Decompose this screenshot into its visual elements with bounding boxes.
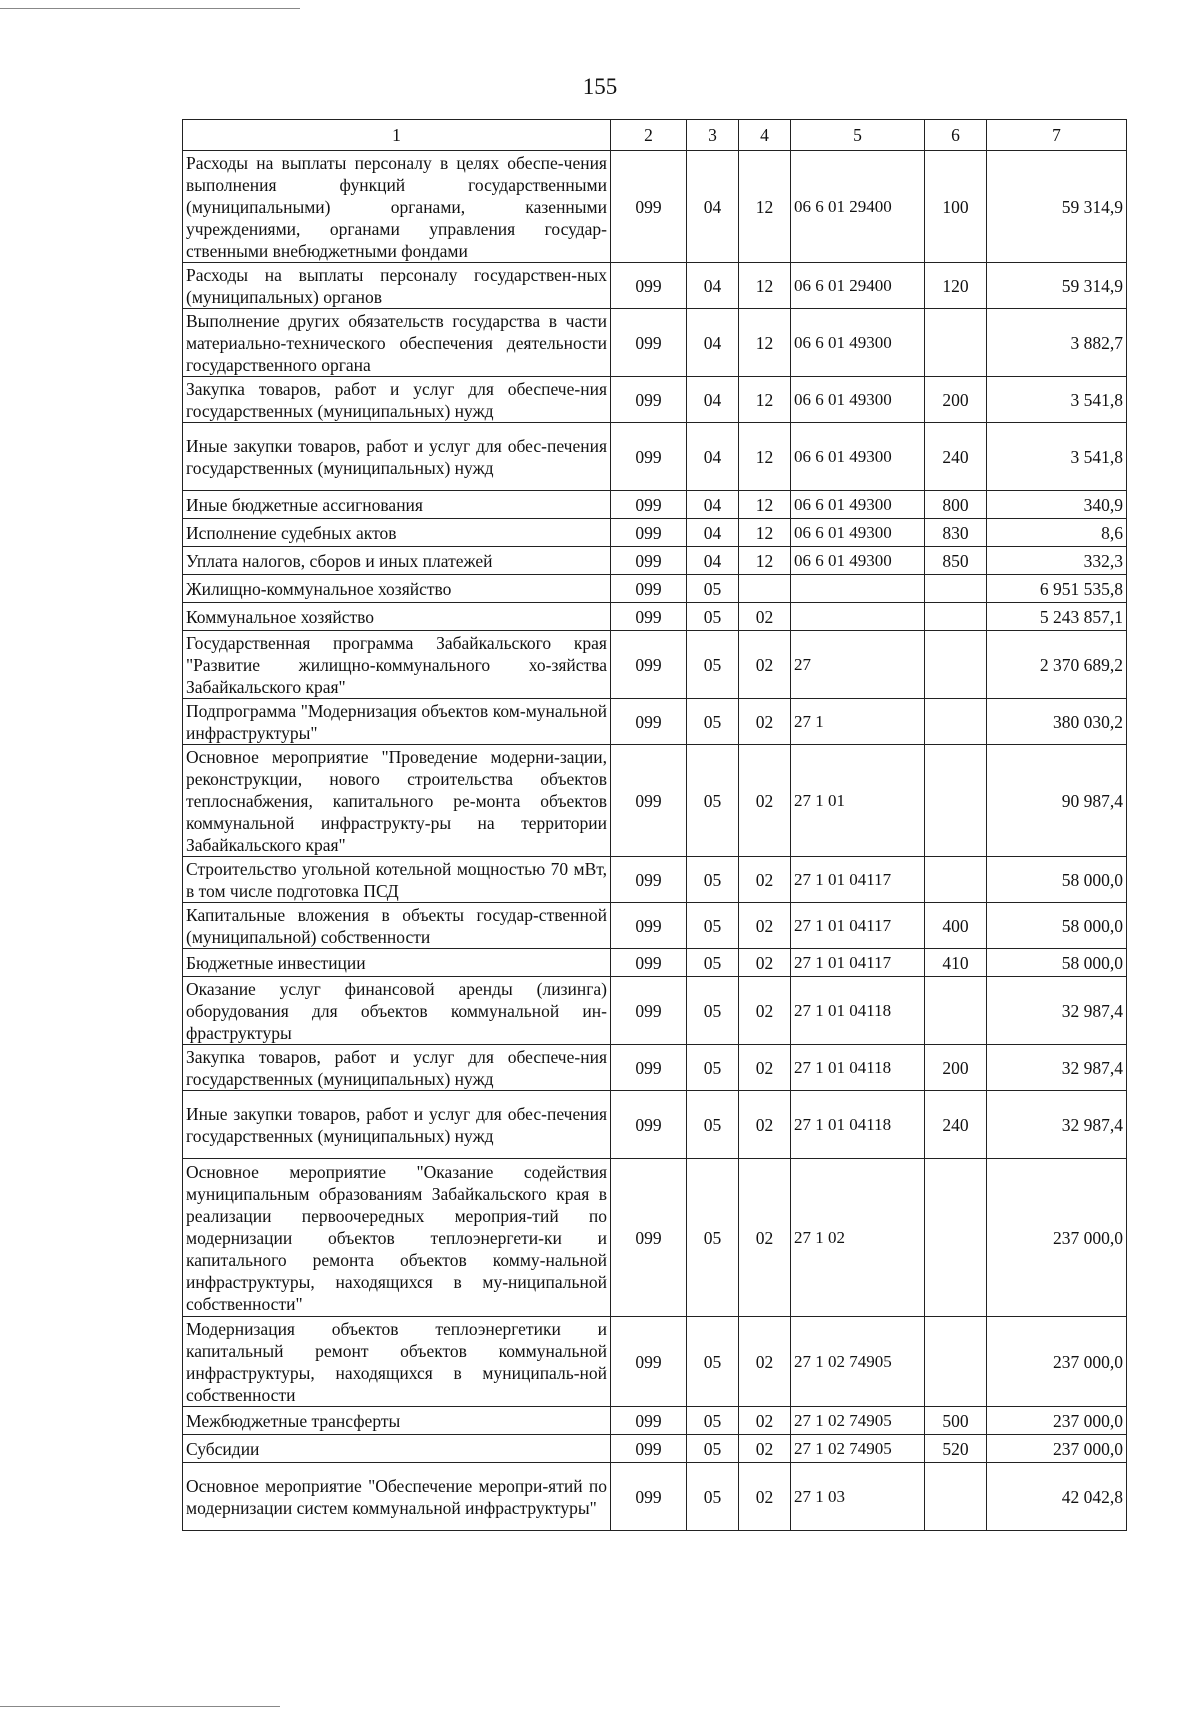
row-section: 04 (687, 519, 739, 547)
table-row (183, 603, 1127, 631)
row-section: 05 (687, 603, 739, 631)
table-row (183, 699, 1127, 745)
row-expense-type (925, 575, 987, 603)
row-admin-code: 099 (611, 519, 687, 547)
row-admin-code: 099 (611, 857, 687, 903)
row-section: 05 (687, 631, 739, 699)
row-expense-type: 240 (925, 423, 987, 491)
row-subsection: 02 (739, 903, 791, 949)
row-target-article: 27 1 01 04118 (791, 1045, 925, 1091)
row-expense-type (925, 1159, 987, 1317)
row-target-article: 06 6 01 29400 (791, 263, 925, 309)
page-number: 155 (582, 74, 618, 99)
row-amount: 5 243 857,1 (987, 603, 1127, 631)
row-subsection: 02 (739, 1317, 791, 1407)
row-target-article: 27 1 (791, 699, 925, 745)
row-admin-code: 099 (611, 745, 687, 857)
row-admin-code: 099 (611, 547, 687, 575)
row-subsection: 12 (739, 491, 791, 519)
row-admin-code: 099 (611, 1463, 687, 1531)
row-name: Основное мероприятие "Оказание содействия муниципальным образованиям Забайкальского края в реализации первоочередных мероприя-тий по модернизации объектов теплоэнергети-ки и капитального ремонта объектов комму-нальной инфраструктуры, находящихся в му-ниципальной собственности" (183, 1159, 611, 1317)
column-header-3: 3 (687, 120, 739, 151)
row-admin-code: 099 (611, 903, 687, 949)
row-admin-code: 099 (611, 1435, 687, 1463)
row-expense-type (925, 631, 987, 699)
row-name: Государственная программа Забайкальского края "Развитие жилищно-коммунального хо-зяйства Забайкальского края" (183, 631, 611, 699)
row-amount: 237 000,0 (987, 1407, 1127, 1435)
table-row (183, 631, 1127, 699)
row-target-article: 06 6 01 49300 (791, 519, 925, 547)
row-name: Капитальные вложения в объекты государ-ственной (муниципальной) собственности (183, 903, 611, 949)
row-subsection: 02 (739, 745, 791, 857)
table-row (183, 491, 1127, 519)
row-expense-type: 800 (925, 491, 987, 519)
row-name: Расходы на выплаты персоналу государствен-ных (муниципальных) органов (183, 263, 611, 309)
row-amount: 2 370 689,2 (987, 631, 1127, 699)
row-expense-type: 850 (925, 547, 987, 575)
row-name: Межбюджетные трансферты (183, 1407, 611, 1435)
row-amount: 32 987,4 (987, 1091, 1127, 1159)
row-name: Иные закупки товаров, работ и услуг для обес-печения государственных (муниципальных) нужд (183, 1091, 611, 1159)
row-name: Основное мероприятие "Обеспечение меропри-ятий по модернизации систем коммунальной инфраструктуры" (183, 1463, 611, 1531)
row-target-article: 06 6 01 49300 (791, 377, 925, 423)
row-subsection: 02 (739, 1435, 791, 1463)
row-expense-type (925, 309, 987, 377)
table-row (183, 1407, 1127, 1435)
row-name: Бюджетные инвестиции (183, 949, 611, 977)
row-subsection: 02 (739, 1091, 791, 1159)
row-target-article: 06 6 01 49300 (791, 547, 925, 575)
row-subsection: 02 (739, 1407, 791, 1435)
table-row (183, 977, 1127, 1045)
table-row (183, 1435, 1127, 1463)
row-admin-code: 099 (611, 263, 687, 309)
table-row (183, 903, 1127, 949)
row-admin-code: 099 (611, 491, 687, 519)
row-section: 05 (687, 1463, 739, 1531)
row-name: Закупка товаров, работ и услуг для обеспече-ния государственных (муниципальных) нужд (183, 1045, 611, 1091)
row-expense-type: 520 (925, 1435, 987, 1463)
row-amount: 3 541,8 (987, 377, 1127, 423)
row-section: 05 (687, 903, 739, 949)
row-expense-type: 100 (925, 151, 987, 263)
row-subsection: 02 (739, 857, 791, 903)
row-expense-type (925, 1463, 987, 1531)
row-section: 04 (687, 547, 739, 575)
row-admin-code: 099 (611, 575, 687, 603)
row-section: 05 (687, 857, 739, 903)
row-name: Подпрограмма "Модернизация объектов ком-мунальной инфраструктуры" (183, 699, 611, 745)
row-section: 04 (687, 377, 739, 423)
row-target-article: 06 6 01 49300 (791, 423, 925, 491)
row-amount: 58 000,0 (987, 903, 1127, 949)
row-section: 05 (687, 699, 739, 745)
row-name: Коммунальное хозяйство (183, 603, 611, 631)
row-expense-type: 830 (925, 519, 987, 547)
row-admin-code: 099 (611, 1317, 687, 1407)
row-subsection: 02 (739, 977, 791, 1045)
column-header-7: 7 (987, 120, 1127, 151)
table-row (183, 1463, 1127, 1531)
header-row (183, 120, 1127, 151)
row-amount: 3 541,8 (987, 423, 1127, 491)
table-row (183, 263, 1127, 309)
row-subsection (739, 575, 791, 603)
row-section: 05 (687, 1407, 739, 1435)
budget-table (182, 119, 1127, 1531)
table-row (183, 857, 1127, 903)
table-row (183, 309, 1127, 377)
table-row (183, 547, 1127, 575)
row-subsection: 12 (739, 151, 791, 263)
row-admin-code: 099 (611, 309, 687, 377)
row-amount: 59 314,9 (987, 263, 1127, 309)
row-amount: 8,6 (987, 519, 1127, 547)
row-amount: 90 987,4 (987, 745, 1127, 857)
row-target-article: 27 1 02 (791, 1159, 925, 1317)
column-header-1: 1 (183, 120, 611, 151)
row-target-article: 27 1 02 74905 (791, 1317, 925, 1407)
row-expense-type: 200 (925, 377, 987, 423)
row-amount: 237 000,0 (987, 1159, 1127, 1317)
row-target-article: 27 1 01 04118 (791, 977, 925, 1045)
row-subsection: 02 (739, 949, 791, 977)
row-amount: 237 000,0 (987, 1435, 1127, 1463)
row-target-article: 27 1 01 04118 (791, 1091, 925, 1159)
row-amount: 58 000,0 (987, 857, 1127, 903)
table-row (183, 949, 1127, 977)
row-expense-type (925, 699, 987, 745)
row-name: Основное мероприятие "Проведение модерни-зации, реконструкции, нового строительства объектов теплоснабжения, капитального ре-монта объектов коммунальной инфраструкту-ры на территории Забайкальского края" (183, 745, 611, 857)
row-section: 05 (687, 977, 739, 1045)
row-subsection: 02 (739, 1045, 791, 1091)
row-admin-code: 099 (611, 151, 687, 263)
row-target-article: 27 1 02 74905 (791, 1407, 925, 1435)
row-name: Выполнение других обязательств государства в части материально-технического обеспечения деятельности государственного органа (183, 309, 611, 377)
row-amount: 237 000,0 (987, 1317, 1127, 1407)
row-target-article: 27 1 01 04117 (791, 857, 925, 903)
row-amount: 332,3 (987, 547, 1127, 575)
row-amount: 380 030,2 (987, 699, 1127, 745)
row-name: Уплата налогов, сборов и иных платежей (183, 547, 611, 575)
row-admin-code: 099 (611, 377, 687, 423)
row-subsection: 12 (739, 263, 791, 309)
row-name: Закупка товаров, работ и услуг для обеспече-ния государственных (муниципальных) нужд (183, 377, 611, 423)
row-section: 04 (687, 151, 739, 263)
row-subsection: 12 (739, 423, 791, 491)
table-row (183, 1317, 1127, 1407)
column-header-2: 2 (611, 120, 687, 151)
row-subsection: 12 (739, 377, 791, 423)
row-admin-code: 099 (611, 1407, 687, 1435)
row-name: Иные закупки товаров, работ и услуг для обес-печения государственных (муниципальных) нужд (183, 423, 611, 491)
row-subsection: 12 (739, 547, 791, 575)
row-section: 04 (687, 491, 739, 519)
row-subsection: 12 (739, 309, 791, 377)
row-admin-code: 099 (611, 423, 687, 491)
row-target-article: 27 1 03 (791, 1463, 925, 1531)
row-target-article (791, 575, 925, 603)
row-expense-type (925, 745, 987, 857)
table-body (183, 151, 1127, 1531)
row-expense-type: 400 (925, 903, 987, 949)
row-name: Исполнение судебных актов (183, 519, 611, 547)
row-admin-code: 099 (611, 977, 687, 1045)
row-subsection: 02 (739, 631, 791, 699)
row-target-article: 27 1 01 (791, 745, 925, 857)
row-amount: 59 314,9 (987, 151, 1127, 263)
row-expense-type (925, 857, 987, 903)
row-amount: 58 000,0 (987, 949, 1127, 977)
table-row (183, 423, 1127, 491)
row-admin-code: 099 (611, 699, 687, 745)
column-header-4: 4 (739, 120, 791, 151)
row-target-article: 27 1 01 04117 (791, 949, 925, 977)
row-name: Расходы на выплаты персоналу в целях обеспе-чения выполнения функций государственными (муниципальными) органами, казенными учреждениями, органами управления государ-ственными внебюджетными фондами (183, 151, 611, 263)
row-expense-type (925, 1317, 987, 1407)
row-section: 04 (687, 423, 739, 491)
row-subsection: 12 (739, 519, 791, 547)
row-amount: 42 042,8 (987, 1463, 1127, 1531)
row-name: Строительство угольной котельной мощностью 70 мВт, в том числе подготовка ПСД (183, 857, 611, 903)
row-amount: 340,9 (987, 491, 1127, 519)
row-section: 05 (687, 1159, 739, 1317)
row-target-article: 27 1 02 74905 (791, 1435, 925, 1463)
row-admin-code: 099 (611, 1159, 687, 1317)
row-amount: 3 882,7 (987, 309, 1127, 377)
row-name: Жилищно-коммунальное хозяйство (183, 575, 611, 603)
row-expense-type: 120 (925, 263, 987, 309)
row-target-article: 06 6 01 49300 (791, 309, 925, 377)
row-amount: 6 951 535,8 (987, 575, 1127, 603)
table-row (183, 1159, 1127, 1317)
row-name: Субсидии (183, 1435, 611, 1463)
row-target-article: 27 (791, 631, 925, 699)
table-row (183, 151, 1127, 263)
row-subsection: 02 (739, 603, 791, 631)
row-section: 05 (687, 1435, 739, 1463)
row-target-article (791, 603, 925, 631)
row-expense-type (925, 977, 987, 1045)
table-row (183, 745, 1127, 857)
row-section: 04 (687, 309, 739, 377)
row-target-article: 06 6 01 49300 (791, 491, 925, 519)
row-section: 04 (687, 263, 739, 309)
row-target-article: 06 6 01 29400 (791, 151, 925, 263)
row-name: Оказание услуг финансовой аренды (лизинга) оборудования для объектов коммунальной ин-фраструктуры (183, 977, 611, 1045)
row-expense-type: 500 (925, 1407, 987, 1435)
row-expense-type: 240 (925, 1091, 987, 1159)
table-row (183, 377, 1127, 423)
row-admin-code: 099 (611, 1045, 687, 1091)
row-admin-code: 099 (611, 949, 687, 977)
row-section: 05 (687, 1091, 739, 1159)
row-section: 05 (687, 1045, 739, 1091)
row-subsection: 02 (739, 699, 791, 745)
row-admin-code: 099 (611, 631, 687, 699)
row-expense-type (925, 603, 987, 631)
table-row (183, 1091, 1127, 1159)
row-subsection: 02 (739, 1463, 791, 1531)
row-admin-code: 099 (611, 1091, 687, 1159)
row-section: 05 (687, 575, 739, 603)
row-admin-code: 099 (611, 603, 687, 631)
row-section: 05 (687, 745, 739, 857)
row-name: Модернизация объектов теплоэнергетики и капитальный ремонт объектов коммунальной инфраструктуры, находящихся в муниципаль-ной собственности (183, 1317, 611, 1407)
row-subsection: 02 (739, 1159, 791, 1317)
row-name: Иные бюджетные ассигнования (183, 491, 611, 519)
row-expense-type: 410 (925, 949, 987, 977)
table-row (183, 519, 1127, 547)
row-expense-type: 200 (925, 1045, 987, 1091)
row-target-article: 27 1 01 04117 (791, 903, 925, 949)
column-header-5: 5 (791, 120, 925, 151)
row-section: 05 (687, 1317, 739, 1407)
row-section: 05 (687, 949, 739, 977)
row-amount: 32 987,4 (987, 1045, 1127, 1091)
row-amount: 32 987,4 (987, 977, 1127, 1045)
table-row (183, 1045, 1127, 1091)
column-header-6: 6 (925, 120, 987, 151)
table-row (183, 575, 1127, 603)
